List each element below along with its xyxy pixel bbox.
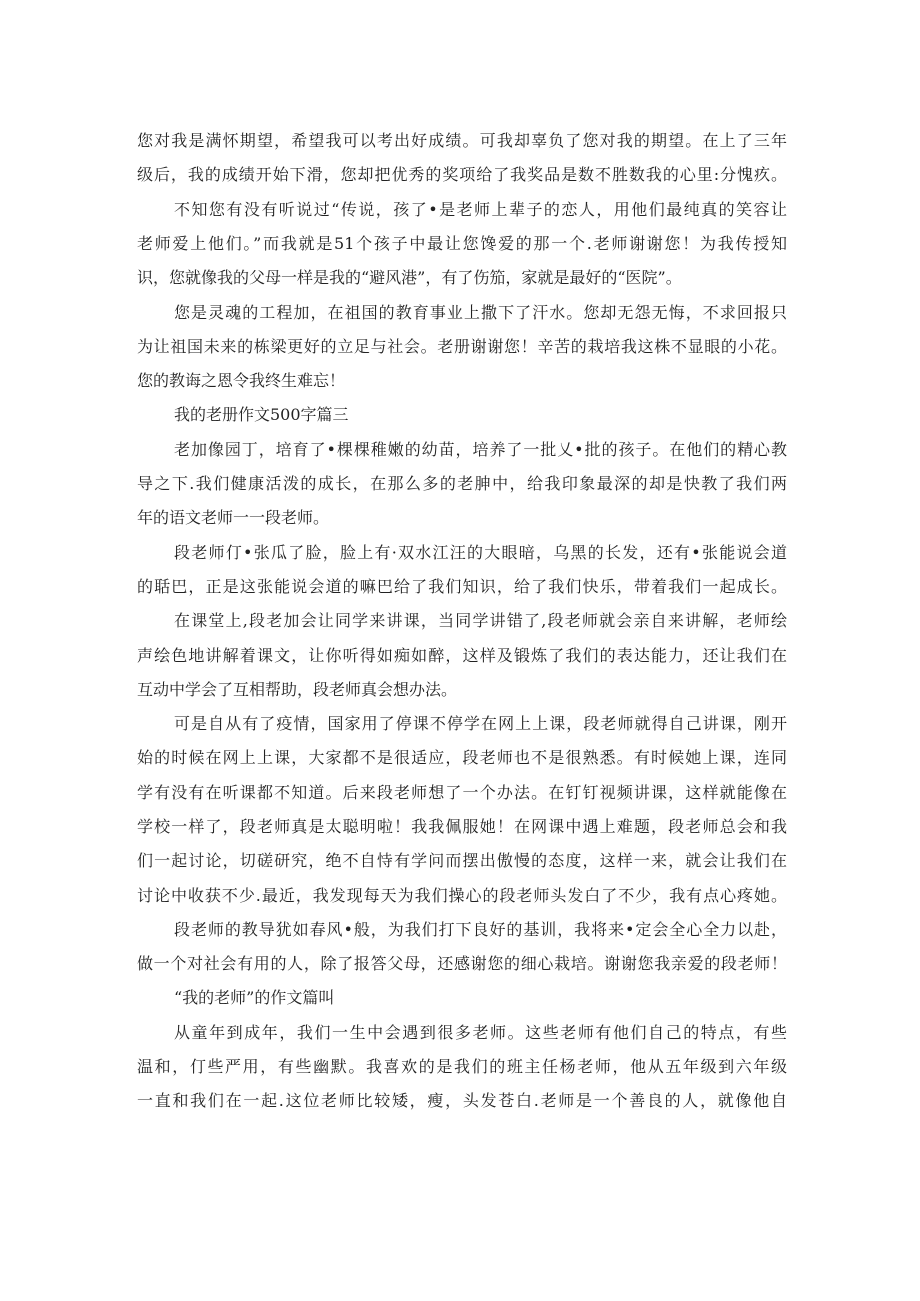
paragraph-line: 始的时候在网上上课，大家都不是很适应，段老师也不是很熟悉。有时候她上课，连同 (137, 748, 787, 767)
paragraph-line: 学有没有在听课都不知道。后来段老师想了一个办法。在钉钉视频讲课，这样就能像在 (137, 783, 787, 802)
paragraph-line: 您对我是满怀期望，希望我可以考出好成绩。可我却辜负了您对我的期望。在上了三年 (137, 131, 787, 150)
paragraph-line: 互动中学会了互相帮助，段老师真会想办法。 (137, 680, 458, 699)
paragraph-line: 段老师的教导犹如春风•般，为我们打下良好的基训，我将来•定会全心全力以赴， (174, 920, 787, 939)
paragraph-line: 可是自从有了疫情，国家用了停课不停学在网上上课，段老师就得自己讲课，刚开 (174, 714, 787, 733)
paragraph-line: 做一个对社会有用的人，除了报答父母，还感谢您的细心栽培。谢谢您我亲爱的段老师！ (137, 954, 787, 973)
paragraph-line: 老加像园丁，培育了•棵棵稚嫩的幼苗，培养了一批乂•批的孩子。在他们的精心教 (174, 440, 787, 459)
paragraph-line: 段老师仃•张瓜了脸，脸上有·双水江汪的大眼暗，乌黑的长发，还有•张能说会道 (174, 543, 787, 562)
paragraph-line: 级后，我的成绩开始下滑，您却把优秀的奖项给了我奖品是数不胜数我的心里:分愧疚。 (137, 165, 787, 184)
paragraph-line: 声绘色地讲解着课文，让你听得如痴如醉，这样及锻炼了我们的表达能力，还让我们在 (137, 646, 787, 665)
section-heading: 我的老册作文500字篇三 (174, 405, 349, 424)
paragraph-line: 讨论中收获不少.最近，我发现每天为我们操心的段老师头发白了不少，我有点心疼她。 (137, 886, 787, 905)
paragraph-line: 您是灵魂的工程加，在祖国的教育事业上撒下了汗水。您却无怨无悔，不求回报只 (174, 303, 787, 322)
paragraph-line: 学校一样了，段老师真是太聪明啦！我我佩服她！在网课中遇上难题，段老师总会和我 (137, 817, 787, 836)
paragraph-line: 们一起讨论，切磋研究，绝不自恃有学问而摆出傲慢的态度，这样一来，就会让我们在 (137, 851, 787, 870)
paragraph-line: 在课堂上,段老加会让同学来讲课，当同学讲错了,段老师就会亲自来讲解，老师绘 (174, 611, 787, 630)
paragraph-line: 温和，仃些严用，有些幽默。我喜欢的是我们的班主任杨老师，他从五年级到六年级 (137, 1057, 787, 1076)
paragraph-line: 的聒巴，正是这张能说会道的嘛巴给了我们知识，给了我们快乐，带着我们一起成长。 (137, 577, 787, 596)
paragraph-line: 您的教诲之恩令我终生难忘！ (137, 371, 346, 390)
paragraph-line: 一直和我们在一起.这位老师比较矮，瘦，头发苍白.老师是一个善良的人，就像他自 (137, 1091, 787, 1110)
paragraph-line: 识，您就像我的父母一样是我的“避风港”，有了伤笳，家就是最好的“医院”。 (137, 268, 682, 287)
paragraph-line: 导之下.我们健康活泼的成长，在那么多的老胂中，给我印象最深的却是快教了我们两 (137, 474, 787, 493)
paragraph-line: 为让祖国未来的栋梁更好的立足与社会。老册谢谢您！辛苦的栽培我这株不显眼的小花。 (137, 337, 787, 356)
paragraph-line: 老师爱上他们。”而我就是51个孩子中最让您馋爱的那一个.老师谢谢您！为我传授知 (137, 234, 787, 253)
section-heading: “我的老师”的作文篇叫 (174, 988, 335, 1007)
paragraph-line: 不知您有没有听说过“传说，孩了•是老师上辈子的恋人，用他们最纯真的笑容让 (174, 200, 787, 219)
paragraph-line: 从童年到成年，我们一生中会遇到很多老师。这些老师有他们自己的特点，有些 (174, 1023, 787, 1042)
paragraph-line: 年的语文老师一一段老师。 (137, 508, 330, 527)
